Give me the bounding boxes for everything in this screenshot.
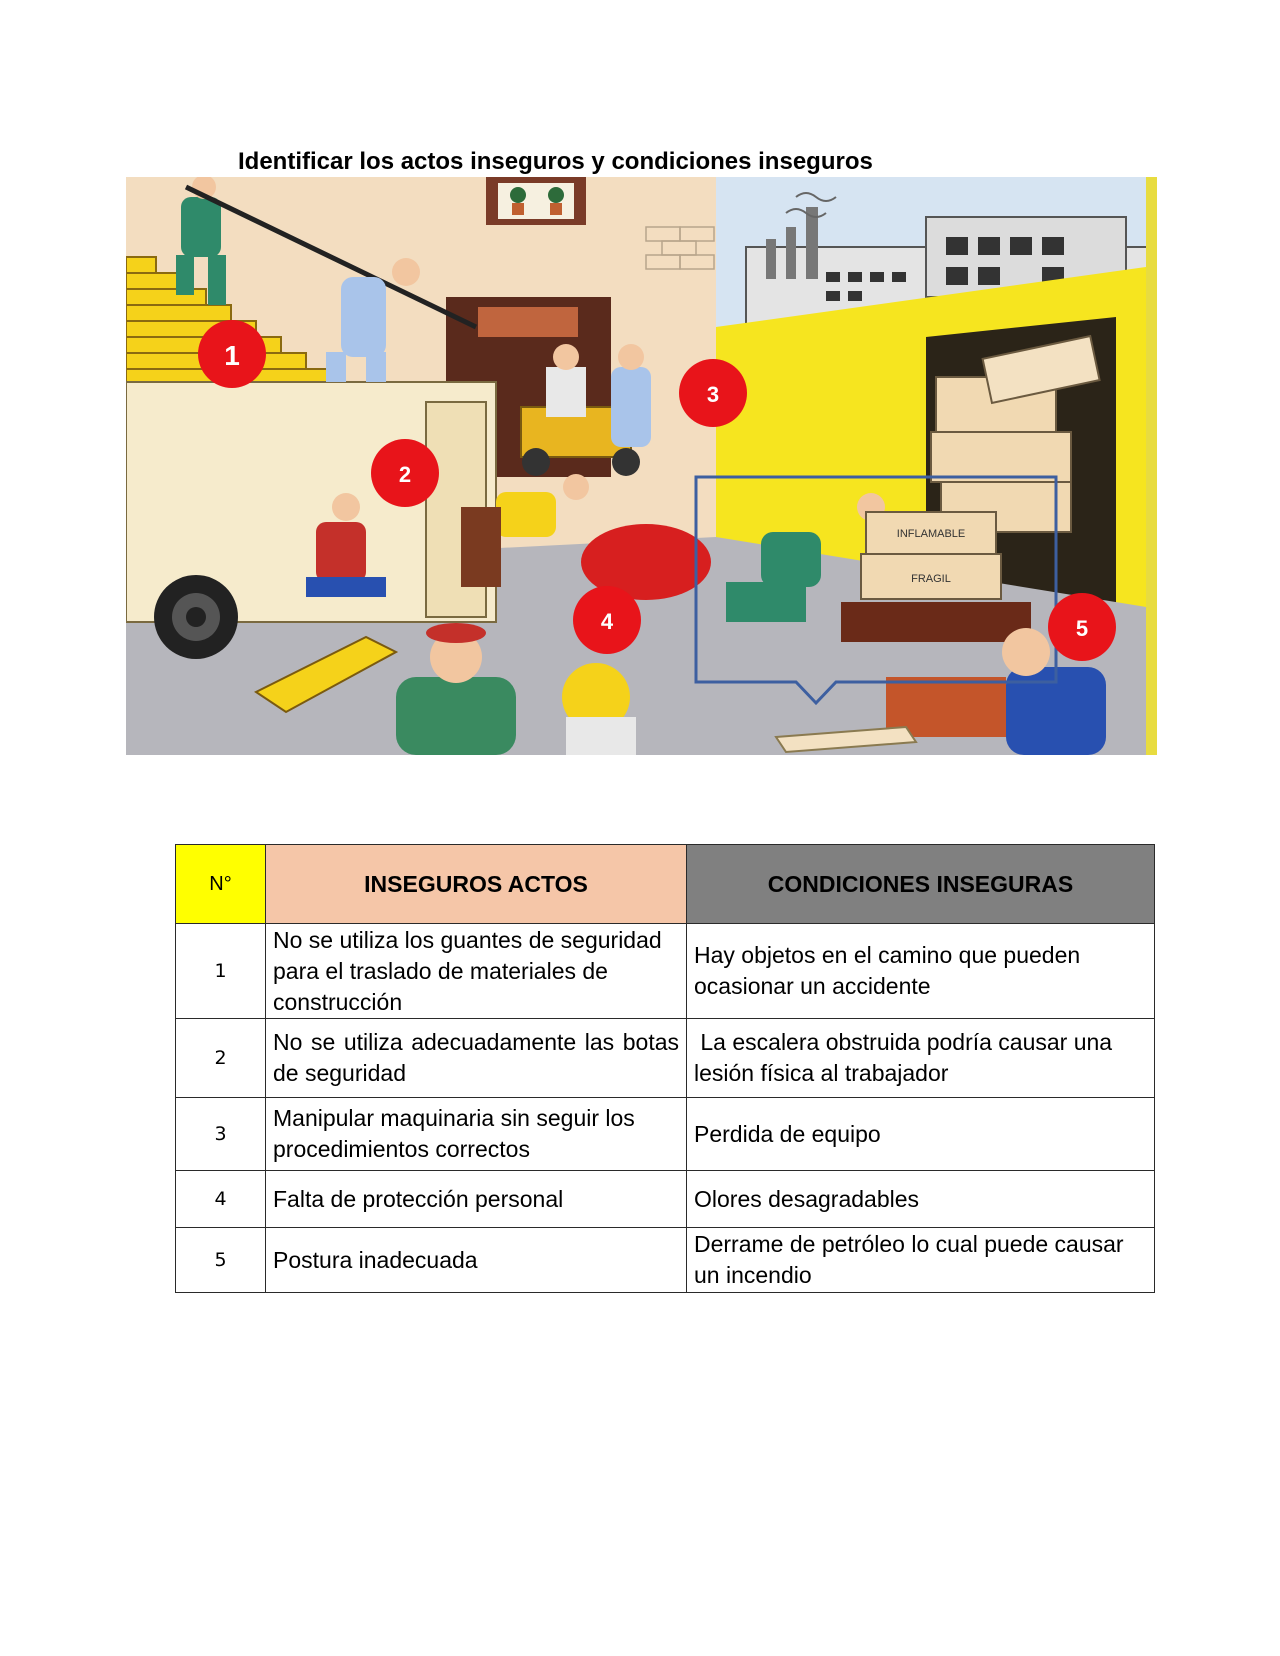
condicion-cell: Derrame de petróleo lo cual puede causar un incendio xyxy=(687,1228,1155,1293)
box-label-fragil: FRAGIL xyxy=(911,573,951,585)
table-header-row xyxy=(176,845,1155,924)
window xyxy=(486,177,586,225)
table-row xyxy=(176,1098,1155,1171)
svg-text:2: 2 xyxy=(398,462,412,487)
condicion-cell: Hay objetos en el camino que pueden ocasionar un accidente xyxy=(687,924,1155,1019)
svg-text:1: 1 xyxy=(224,340,240,371)
workplace-illustration xyxy=(126,177,1157,755)
acto-cell: Falta de protección personal xyxy=(266,1171,687,1228)
condicion-cell: Olores desagradables xyxy=(687,1171,1155,1228)
page-title: Identificar los actos inseguros y condiciones inseguros xyxy=(238,148,873,175)
truck xyxy=(126,382,496,659)
marker-1 xyxy=(198,320,266,388)
unsafe-acts-table xyxy=(175,844,1155,1293)
row-number: 5 xyxy=(176,1228,266,1293)
acto-cell: Postura inadecuada xyxy=(266,1228,687,1293)
table-row xyxy=(176,1228,1155,1293)
header-actos: INSEGUROS ACTOS xyxy=(266,845,687,924)
svg-text:3: 3 xyxy=(706,382,720,407)
header-num: N° xyxy=(176,845,266,924)
row-number: 2 xyxy=(176,1019,266,1098)
marker-5 xyxy=(1048,593,1116,661)
acto-cell: Manipular maquinaria sin seguir los procedimientos correctos xyxy=(266,1098,687,1171)
header-condiciones: CONDICIONES INSEGURAS xyxy=(687,845,1155,924)
acto-cell: No se utiliza adecuadamente las botas de seguridad xyxy=(266,1019,687,1098)
svg-text:4: 4 xyxy=(600,609,614,634)
marker-4 xyxy=(573,586,641,654)
marker-3 xyxy=(679,359,747,427)
row-number: 3 xyxy=(176,1098,266,1171)
box-label-inflamable: INFLAMABLE xyxy=(896,528,966,540)
svg-text:5: 5 xyxy=(1075,616,1089,641)
table-row xyxy=(176,1019,1155,1098)
table-row xyxy=(176,1171,1155,1228)
marker-2 xyxy=(371,439,439,507)
table-row xyxy=(176,924,1155,1019)
row-number: 1 xyxy=(176,924,266,1019)
acto-cell: No se utiliza los guantes de seguridad para el traslado de materiales de construcción xyxy=(266,924,687,1019)
row-number: 4 xyxy=(176,1171,266,1228)
condicion-cell: Perdida de equipo xyxy=(687,1098,1155,1171)
condicion-cell: La escalera obstruida podría causar una lesión física al trabajador xyxy=(687,1019,1155,1098)
